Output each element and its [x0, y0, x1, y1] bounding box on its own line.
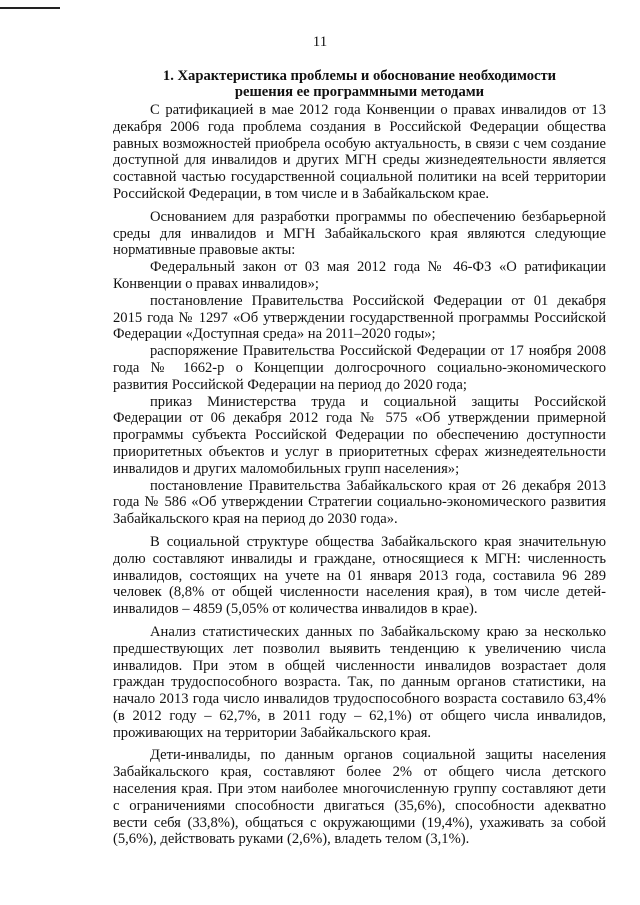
paragraph: постановление Правительства Российской Федерации от 01 декабря 2015 года № 1297 «Об утверждении государственной программы Российской Федерации «Доступная среда» на 2011–2020 годы»; [113, 292, 606, 343]
paragraph: приказ Министерства труда и социальной защиты Российской Федерации от 06 декабря 2012 года № 575 «Об утверждении примерной программы субъекта Российской Федерации по обеспечению доступности приоритетных объектов и услуг в приоритетных сферах жизнедеятельности инвалидов и других маломобильных групп населения»; [113, 393, 606, 477]
paragraph-list [113, 102, 606, 848]
paragraph: Федеральный закон от 03 мая 2012 года № 46-ФЗ «О ратификации Конвенции о правах инвалидов»; [113, 259, 606, 292]
scan-edge-mark [0, 7, 60, 9]
paragraph: Анализ статистических данных по Забайкальскому краю за несколько предшествующих лет позволил выявить тенденцию к увеличению числа инвалидов. При этом в общей численности инвалидов возрастает доля граждан трудоспособного возраста. Так, по данным органов статистики, на начало 2013 года число инвалидов трудоспособного возраста составило 63,4% (в 2012 году – 62,7%, в 2011 году – 62,1%) от общего числа инвалидов, проживающих на территории Забайкальского края. [113, 623, 606, 741]
paragraph: распоряжение Правительства Российской Федерации от 17 ноября 2008 года № 1662-р о Концепции долгосрочного социально-экономического развития Российской Федерации на период до 2020 года; [113, 343, 606, 393]
paragraph: Дети-инвалиды, по данным органов социальной защиты населения Забайкальского края, составляют более 2% от общего числа детского населения края. При этом наиболее многочисленную группу составляют дети с ограничениями способности двигаться (35,6%), способности адекватно вести себя (33,8%), общаться с окружающими (19,4%), ухаживать за собой (5,6%), действовать руками (2,6%), владеть телом (3,1%). [113, 747, 606, 848]
paragraph: Основанием для разработки программы по обеспечению безбарьерной среды для инвалидов и МГН Забайкальского края являются следующие нормативные правовые акты: [113, 208, 606, 259]
paragraph: С ратификацией в мае 2012 года Конвенции о правах инвалидов от 13 декабря 2006 года проблема создания в Российской Федерации общества равных возможностей приобрела особую актуальность, в связи с чем создание доступной для инвалидов и других МГН среды жизнедеятельности является составной частью государственной социальной политики на всей территории Российской Федерации, в том числе и в Забайкальском крае. [113, 102, 606, 202]
page-number: 11 [312, 34, 328, 50]
paragraph: В социальной структуре общества Забайкальского края значительную долю составляют инвалиды и граждане, относящиеся к МГН: численность инвалидов, состоящих на учете на 01 января 2013 года, составила 96 289 человек (8,8% от общей численности населения края), в том числе детей-инвалидов – 4859 (5,05% от количества инвалидов в крае). [113, 533, 606, 618]
section-title-line-1: 1. Характеристика проблемы и обоснование необходимости [162, 68, 557, 84]
section-title-line-2: решения ее программными методами [234, 84, 485, 100]
section-title [113, 68, 606, 100]
document-body [113, 68, 606, 848]
paragraph: постановление Правительства Забайкальского края от 26 декабря 2013 года № 586 «Об утверждении Стратегии социально-экономического развития Забайкальского края на период до 2030 года». [113, 477, 606, 528]
